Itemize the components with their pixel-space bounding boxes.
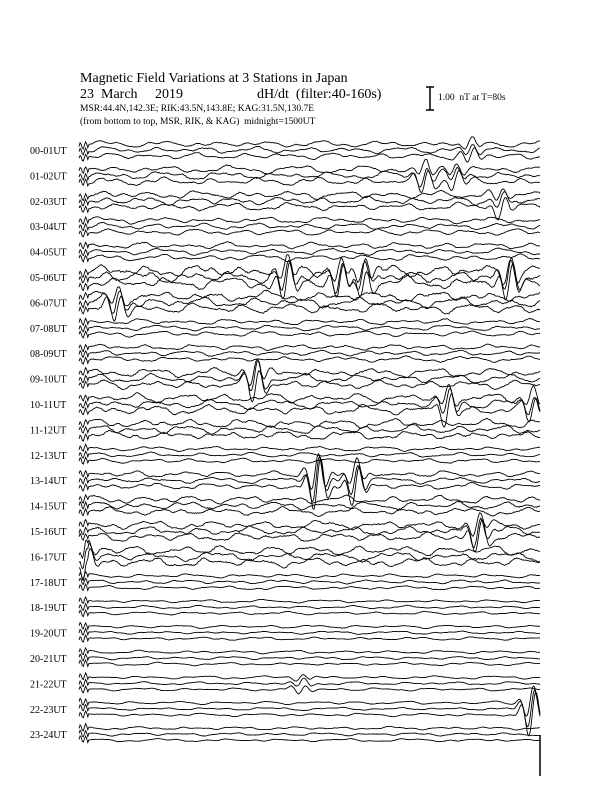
quantity-label: dH/dt (filter:40-160s) [257,87,382,102]
trace-rik [79,145,540,155]
trace-rik [79,629,540,635]
trace-kag [79,242,540,249]
trace-kag [79,623,540,629]
row-label: 07-08UT [30,323,67,335]
row-label: 22-23UT [30,704,67,716]
row-label: 18-19UT [30,603,67,615]
trace-rik [79,604,540,611]
trace-kag [79,513,540,536]
trace-kag [79,673,540,681]
trace-rik [79,578,540,584]
trace-rik [79,223,540,231]
trace-rik [79,389,540,415]
row-label: 15-16UT [30,527,67,538]
row-label: 00-01UT [30,146,67,157]
trace-msr [79,635,540,642]
trace-rik [79,192,540,208]
row-label: 02-03UT [30,196,67,208]
row-label: 10-11UT [30,400,67,411]
trace-msr [79,584,540,590]
trace-msr [79,198,540,220]
trace-kag [79,189,540,200]
scale-label: 1.00 nT at T=80s [438,93,506,103]
trace-kag [79,724,540,731]
row-label: 05-06UT [30,273,67,284]
trace-msr [79,171,540,193]
trace-msr [79,457,540,464]
trace-rik [79,167,540,186]
row-label: 19-20UT [30,628,67,640]
trace-kag [79,495,540,504]
row-label: 03-04UT [30,222,67,234]
row-label: 08-09UT [30,349,67,361]
trace-msr [79,229,540,237]
trace-rik [79,425,540,435]
station-coordinates: MSR:44.4N,142.3E; RIK:43.5N,143.8E; KAG:31.5N,130.7E [80,104,315,114]
row-label: 13-14UT [30,476,67,488]
row-label: 12-13UT [30,450,67,462]
trace-kag [79,217,540,225]
row-label: 16-17UT [30,552,67,564]
row-label: 04-05UT [30,247,67,259]
trace-kag [79,597,540,603]
trace-rik [79,451,540,458]
trace-msr [79,261,540,300]
trace-rik [79,730,540,737]
trace-kag [79,159,540,175]
trace-kag [79,648,540,655]
row-label: 11-12UT [30,425,67,437]
trace-kag [79,318,540,325]
trace-msr [79,507,540,517]
trace-kag [79,454,540,490]
row-label: 14-15UT [30,501,67,513]
trace-rik [79,350,540,357]
trace-msr [79,331,540,338]
row-label: 06-07UT [30,298,67,310]
trace-kag [79,384,540,406]
trace-rik [79,654,540,661]
trace-msr [79,736,540,743]
date-label: 23 March 2019 [80,87,184,102]
trace-kag [79,419,540,429]
trace-msr [79,254,540,262]
trace-kag [79,344,540,351]
trace-kag [79,540,540,558]
scale-bar [426,87,434,110]
row-label: 21-22UT [30,679,67,691]
row-label: 01-02UT [30,171,67,183]
row-label: 17-18UT [30,577,67,589]
row-label: 23-24UT [30,730,67,742]
trace-kag [79,444,540,451]
trace-msr [79,686,540,694]
trace-msr [79,610,540,617]
row-label: 20-21UT [30,654,67,665]
trace-msr [79,660,540,666]
trace-msr [79,356,540,364]
chart-title: Magnetic Field Variations at 3 Stations in Japan [80,71,348,86]
trace-kag [79,287,540,306]
trace-kag [79,686,540,716]
trace-kag [79,572,540,579]
row-label: 09-10UT [30,374,67,386]
trace-rik [79,248,540,255]
station-order-note: (from bottom to top, MSR, RIK, & KAG) midnight=1500UT [80,117,316,127]
trace-rik [79,258,540,294]
trace-rik [79,690,540,727]
trace-rik [79,325,540,332]
